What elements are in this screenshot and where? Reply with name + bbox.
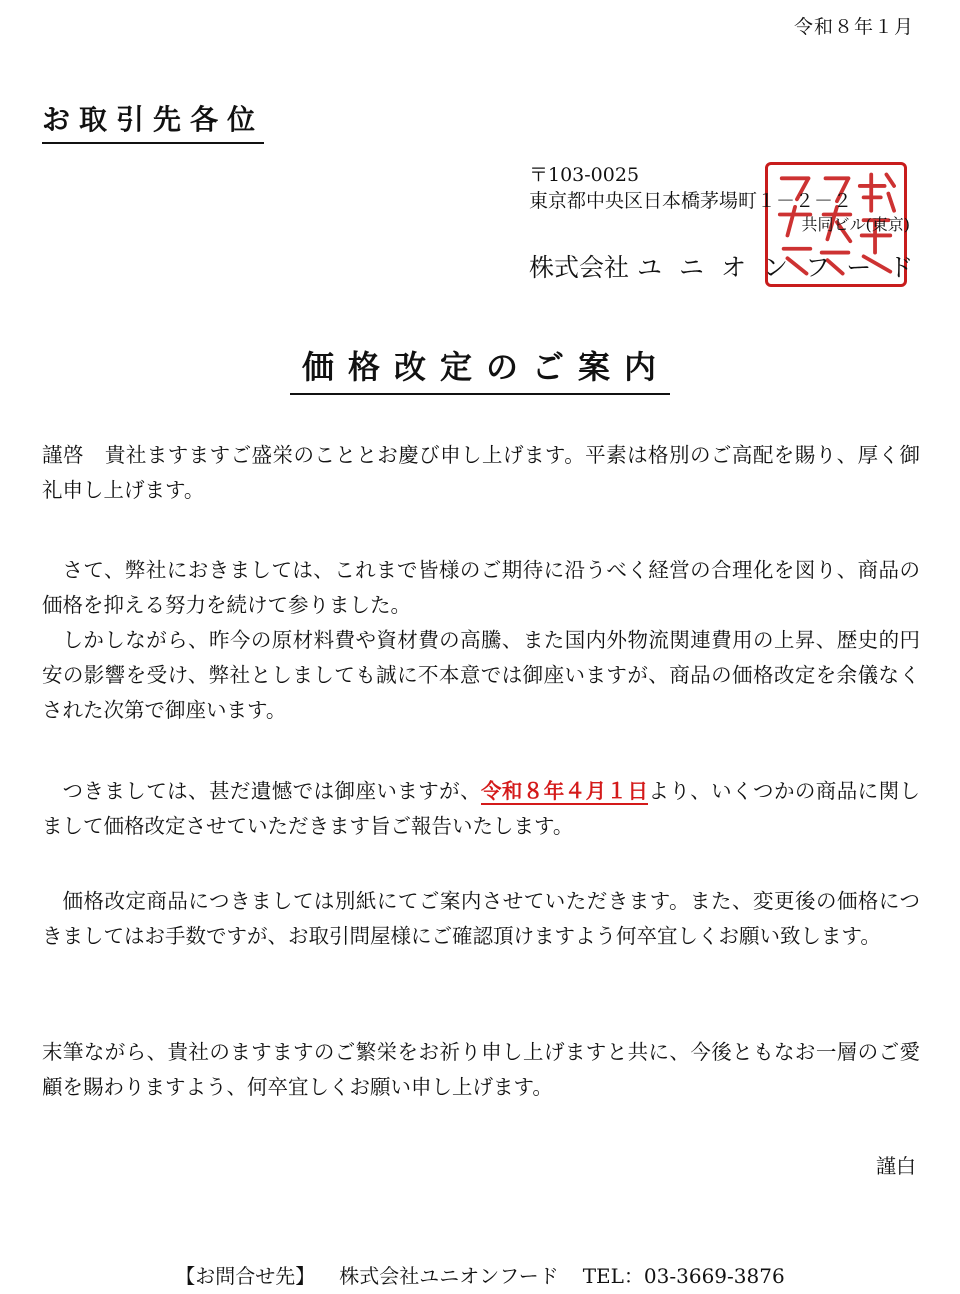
sender-company-name: ユニオンフード	[637, 253, 931, 282]
paragraph-effective-date	[42, 774, 920, 844]
effective-date-highlight: 令和８年４月１日	[481, 779, 649, 803]
paragraph-greeting: 謹啓 貴社ますますご盛栄のこととお慶び申し上げます。平素は格別のご高配を賜り、厚く御礼申し上げます。	[42, 443, 920, 502]
sender-postal-code: 〒103-0025	[529, 164, 640, 186]
sender-address: 東京都中央区日本橋茅場町１－２－２	[529, 190, 853, 212]
sender-block	[529, 160, 931, 300]
paragraph-effective-date-tail: より、いくつかの商品に関しまして価格改定させていただきます旨ご報告いたします。	[42, 779, 921, 838]
contact-footer	[0, 1260, 960, 1289]
paragraph-details: 価格改定商品につきましては別紙にてご案内させていただきます。また、変更後の価格につきましてはお手数ですが、お取引問屋様にご確認頂けますよう何卒宜しくお願い致します。	[42, 889, 920, 948]
footer-phone: TEL：03-3669-3876	[582, 1264, 785, 1288]
paragraph-closing-remarks: 末筆ながら、貴社のますますのご繁栄をお祈り申し上げますと共に、今後ともなお一層のご愛顧を賜わりますよう、何卒宜しくお願い申し上げます。	[42, 1040, 920, 1099]
letter-date: 令和８年１月	[793, 16, 914, 38]
sender-company	[529, 248, 930, 284]
paragraph-reason: しかしながら、昨今の原材料費や資材費の高騰、また国内外物流関連費用の上昇、歴史的円安の影響を受け、弊社としましても誠に不本意では御座いますが、商品の価格改定を余儀なくされた次第で御座います。	[42, 628, 920, 722]
sender-company-prefix: 株式会社	[529, 253, 630, 282]
document-title: 価格改定のご案内	[290, 342, 670, 395]
footer-company: 株式会社ユニオンフード	[339, 1264, 559, 1288]
footer-label: 【お問合せ先】	[175, 1264, 316, 1288]
recipient-heading: お取引先各位	[42, 98, 264, 144]
document-title-wrapper	[0, 342, 960, 395]
paragraph-effective-date-lead: つきましては、甚だ遺憾では御座いますが、	[62, 779, 481, 803]
closing-word: 謹白	[876, 1154, 916, 1178]
paragraph-background: さて、弊社におきましては、これまで皆様のご期待に沿うべく経営の合理化を図り、商品の価格を抑える努力を続けて参りました。	[42, 558, 920, 617]
sender-building: 共同ビル(東京)	[801, 215, 910, 234]
